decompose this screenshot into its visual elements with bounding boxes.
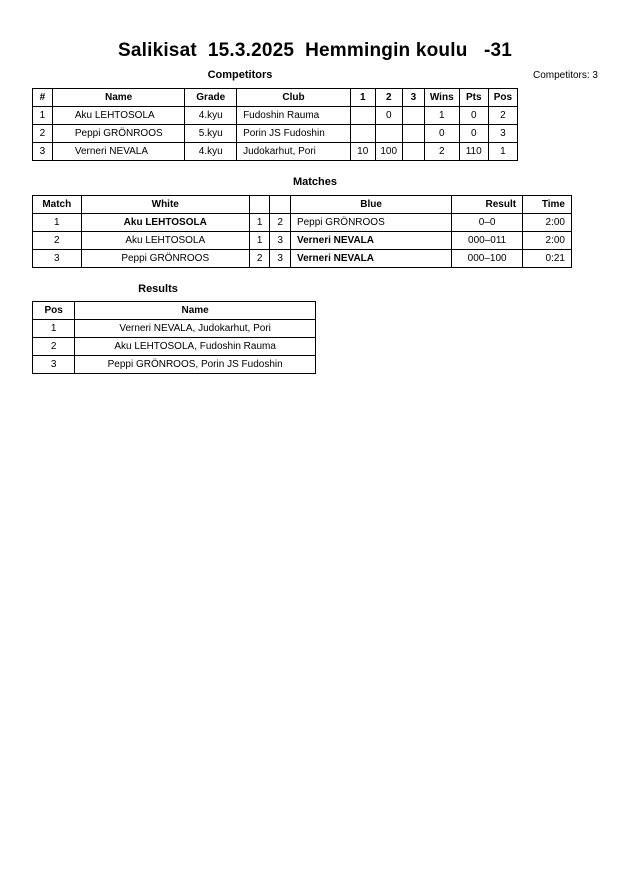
- competitor-name: Peppi GRÖNROOS: [52, 125, 185, 143]
- competitor-points: 110: [459, 143, 488, 161]
- table-header-row: [33, 196, 572, 214]
- table-row: [33, 125, 518, 143]
- col-match: Match: [33, 196, 82, 214]
- competitor-score-2: 0: [375, 107, 402, 125]
- match-time: 2:00: [523, 214, 572, 232]
- match-blue-name: Peppi GRÖNROOS: [290, 214, 451, 232]
- tournament-title: Salikisat 15.3.2025 Hemmingin koulu -31: [117, 40, 513, 61]
- match-number: 2: [33, 232, 82, 250]
- competitor-club: Judokarhut, Pori: [237, 143, 351, 161]
- competitor-score-3: [402, 125, 424, 143]
- competitor-wins: 1: [424, 107, 459, 125]
- match-result: 000–100: [452, 250, 523, 268]
- competitor-score-1: 10: [350, 143, 375, 161]
- competitor-position: 1: [488, 143, 517, 161]
- competitor-position: 3: [488, 125, 517, 143]
- col-result-position: Pos: [33, 302, 75, 320]
- competitor-grade: 4.kyu: [185, 107, 237, 125]
- result-name: Aku LEHTOSOLA, Fudoshin Rauma: [75, 338, 316, 356]
- match-time: 2:00: [523, 232, 572, 250]
- match-white-number: 1: [249, 214, 270, 232]
- match-white-name: Aku LEHTOSOLA: [81, 214, 249, 232]
- table-row: [33, 232, 572, 250]
- col-points: Pts: [459, 89, 488, 107]
- competitor-points: 0: [459, 125, 488, 143]
- col-white-number: [249, 196, 270, 214]
- competitors-table-wrapper: [32, 88, 518, 161]
- col-blue-number: [270, 196, 291, 214]
- competitor-wins: 2: [424, 143, 459, 161]
- competitor-wins: 0: [424, 125, 459, 143]
- result-position: 1: [33, 320, 75, 338]
- competitor-number: 1: [33, 107, 53, 125]
- col-grade: Grade: [185, 89, 237, 107]
- competitor-score-3: [402, 107, 424, 125]
- competitor-grade: 4.kyu: [185, 143, 237, 161]
- competitor-name: Aku LEHTOSOLA: [52, 107, 185, 125]
- col-club: Club: [237, 89, 351, 107]
- result-position: 3: [33, 356, 75, 374]
- competitor-points: 0: [459, 107, 488, 125]
- match-blue-name: Verneri NEVALA: [290, 232, 451, 250]
- col-result-name: Name: [75, 302, 316, 320]
- competitors-heading: Competitors: [207, 69, 273, 81]
- competitor-position: 2: [488, 107, 517, 125]
- table-row: [33, 356, 316, 374]
- match-number: 1: [33, 214, 82, 232]
- result-name: Verneri NEVALA, Judokarhut, Pori: [75, 320, 316, 338]
- competitor-number: 3: [33, 143, 53, 161]
- col-result: Result: [452, 196, 523, 214]
- competitor-number: 2: [33, 125, 53, 143]
- col-position: Pos: [488, 89, 517, 107]
- table-row: [33, 107, 518, 125]
- competitor-score-3: [402, 143, 424, 161]
- competitor-grade: 5.kyu: [185, 125, 237, 143]
- col-match-2: 2: [375, 89, 402, 107]
- col-time: Time: [523, 196, 572, 214]
- col-number: #: [33, 89, 53, 107]
- match-white-name: Peppi GRÖNROOS: [81, 250, 249, 268]
- table-header-row: [33, 302, 316, 320]
- col-name: Name: [52, 89, 185, 107]
- match-blue-name: Verneri NEVALA: [290, 250, 451, 268]
- table-row: [33, 250, 572, 268]
- results-heading: Results: [138, 283, 178, 295]
- col-match-1: 1: [350, 89, 375, 107]
- table-row: [33, 338, 316, 356]
- col-blue: Blue: [290, 196, 451, 214]
- col-match-3: 3: [402, 89, 424, 107]
- match-blue-number: 3: [270, 250, 291, 268]
- competitor-score-2: 100: [375, 143, 402, 161]
- competitor-name: Verneri NEVALA: [52, 143, 185, 161]
- table-row: [33, 143, 518, 161]
- results-table-wrapper: [32, 301, 316, 374]
- table-row: [33, 214, 572, 232]
- competitors-count: Competitors: 3: [532, 70, 598, 81]
- match-white-name: Aku LEHTOSOLA: [81, 232, 249, 250]
- result-name: Peppi GRÖNROOS, Porin JS Fudoshin: [75, 356, 316, 374]
- results-table: [32, 301, 316, 374]
- match-blue-number: 2: [270, 214, 291, 232]
- competitor-score-1: [350, 125, 375, 143]
- col-wins: Wins: [424, 89, 459, 107]
- match-result: 0–0: [452, 214, 523, 232]
- table-header-row: [33, 89, 518, 107]
- matches-heading: Matches: [292, 176, 338, 188]
- competitor-club: Fudoshin Rauma: [237, 107, 351, 125]
- page-title: [0, 40, 630, 62]
- match-result: 000–011: [452, 232, 523, 250]
- match-white-number: 2: [249, 250, 270, 268]
- col-white: White: [81, 196, 249, 214]
- matches-table-wrapper: [32, 195, 572, 268]
- match-white-number: 1: [249, 232, 270, 250]
- competitor-score-1: [350, 107, 375, 125]
- table-row: [33, 320, 316, 338]
- competitor-club: Porin JS Fudoshin: [237, 125, 351, 143]
- matches-table: [32, 195, 572, 268]
- competitor-score-2: [375, 125, 402, 143]
- result-position: 2: [33, 338, 75, 356]
- match-number: 3: [33, 250, 82, 268]
- match-blue-number: 3: [270, 232, 291, 250]
- competitors-table: [32, 88, 518, 161]
- match-time: 0:21: [523, 250, 572, 268]
